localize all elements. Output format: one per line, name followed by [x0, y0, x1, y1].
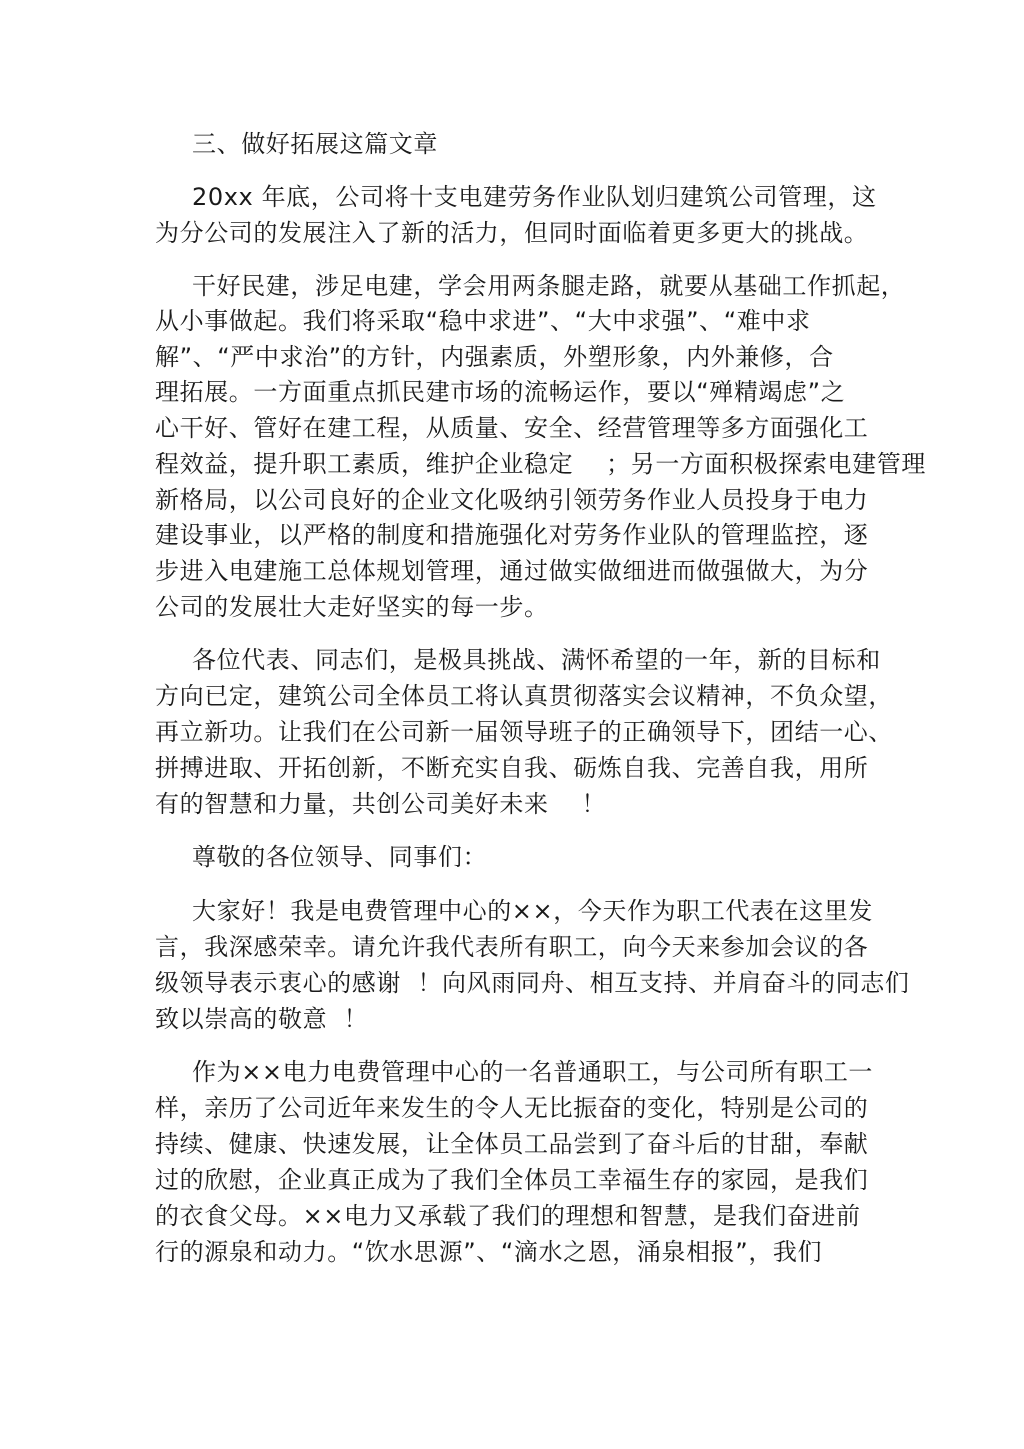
paragraph-line: 心干好、管好在建工程，从质量、安全、经营管理等多方面强化工 — [155, 414, 869, 442]
paragraph-line: 方向已定，建筑公司全体员工将认真贯彻落实会议精神，不负众望， — [155, 682, 893, 710]
paragraph-line: 建设事业，以严格的制度和措施强化对劳务作业队的管理监控，逐 — [155, 521, 869, 549]
paragraph-line: 的衣食父母。××电力又承载了我们的理想和智慧，是我们奋进前 — [155, 1202, 861, 1230]
paragraph-line: 尊敬的各位领导、同事们： — [192, 843, 488, 871]
paragraph-line: 作为××电力电费管理中心的一名普通职工，与公司所有职工一 — [192, 1058, 874, 1086]
paragraph-line: 解”、“严中求治”的方针，内强素质，外塑形象，内外兼修，合 — [155, 343, 834, 371]
paragraph-line: 样，亲历了公司近年来发生的令人无比振奋的变化，特别是公司的 — [155, 1094, 869, 1122]
paragraph-line: 从小事做起。我们将采取“稳中求进”、“大中求强”、“难中求 — [155, 307, 811, 335]
paragraph-line: 20xx 年底，公司将十支电建劳务作业队划归建筑公司管理，这 — [192, 183, 877, 211]
paragraph-line: 再立新功。让我们在公司新一届领导班子的正确领导下，团结一心、 — [155, 718, 893, 746]
paragraph-line: 公司的发展壮大走好坚实的每一步。 — [155, 593, 549, 621]
paragraph-line: 过的欣慰，企业真正成为了我们全体员工幸福生存的家园，是我们 — [155, 1166, 869, 1194]
paragraph-line: 干好民建，涉足电建，学会用两条腿走路，就要从基础工作抓起， — [192, 272, 906, 300]
paragraph-line: 有的智慧和力量，共创公司美好未来 ！ — [155, 790, 607, 818]
paragraph-line: 步进入电建施工总体规划管理，通过做实做细进而做强做大，为分 — [155, 557, 869, 585]
paragraph-line: 为分公司的发展注入了新的活力，但同时面临着更多更大的挑战。 — [155, 219, 869, 247]
paragraph-line: 拼搏进取、开拓创新，不断充实自我、砺炼自我、完善自我，用所 — [155, 754, 869, 782]
section-heading: 三、做好拓展这篇文章 — [192, 130, 438, 158]
paragraph-line: 各位代表、同志们，是极具挑战、满怀希望的一年，新的目标和 — [192, 646, 881, 674]
paragraph-line: 级领导表示衷心的感谢 ！向风雨同舟、相互支持、并肩奋斗的同志们 — [155, 969, 910, 997]
paragraph-line: 致以崇高的敬意 ！ — [155, 1005, 369, 1033]
paragraph-line: 新格局，以公司良好的企业文化吸纳引领劳务作业人员投身于电力 — [155, 486, 869, 514]
paragraph-line: 理拓展。一方面重点抓民建市场的流畅运作，要以“殚精竭虑”之 — [155, 378, 846, 406]
paragraph-line: 大家好！我是电费管理中心的××，今天作为职工代表在这里发 — [192, 897, 874, 925]
paragraph-line: 行的源泉和动力。“饮水思源”、“滴水之恩，涌泉相报”，我们 — [155, 1238, 823, 1266]
paragraph-line: 言，我深感荣幸。请允许我代表所有职工，向今天来参加会议的各 — [155, 933, 869, 961]
paragraph-line: 程效益，提升职工素质，维护企业稳定 ；另一方面积极探索电建管理 — [155, 450, 926, 478]
paragraph-line: 持续、健康、快速发展，让全体员工品尝到了奋斗后的甘甜，奉献 — [155, 1130, 869, 1158]
